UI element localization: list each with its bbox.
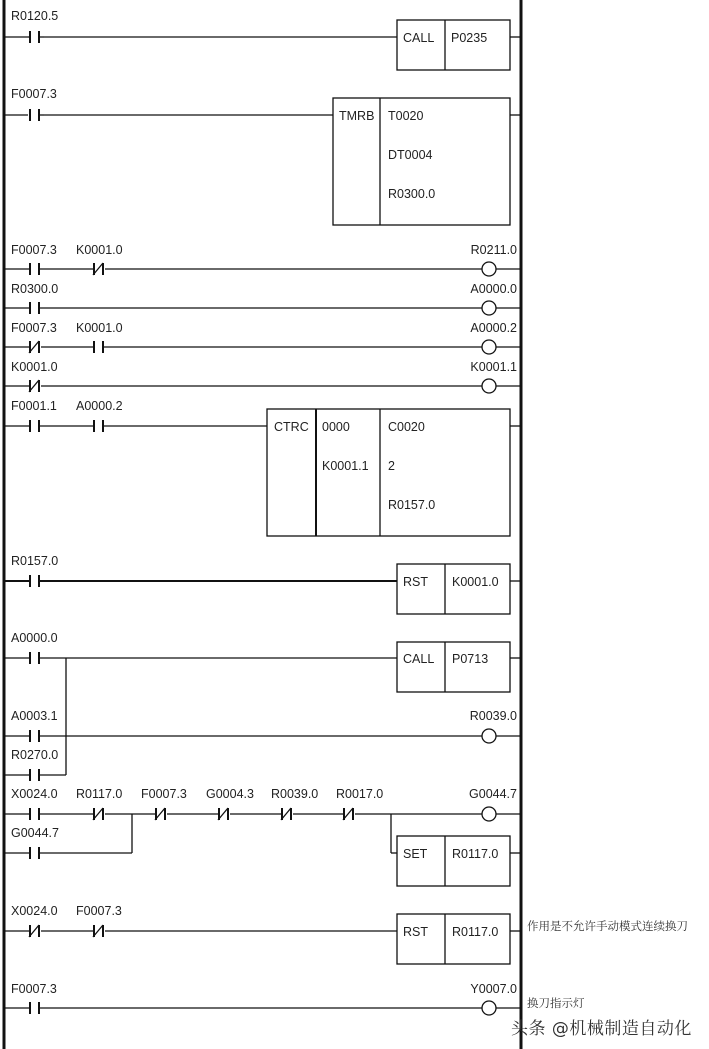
box-arg: DT0004 bbox=[388, 148, 433, 162]
coil-label: K0001.1 bbox=[470, 360, 517, 374]
box-op: CTRC bbox=[274, 420, 309, 434]
contact-label: R0039.0 bbox=[271, 787, 319, 801]
rung-6 bbox=[4, 379, 521, 393]
rst-box bbox=[397, 564, 510, 614]
rung-comment: 换刀指示灯 bbox=[527, 996, 585, 1010]
box-op: CALL bbox=[403, 652, 435, 666]
box-arg: R0117.0 bbox=[452, 847, 499, 861]
contact-label: G0004.3 bbox=[206, 787, 254, 801]
contact-label: G0044.7 bbox=[11, 826, 59, 840]
contact-label: A0000.2 bbox=[76, 399, 123, 413]
coil-icon bbox=[482, 340, 496, 354]
contact-label: F0007.3 bbox=[141, 787, 187, 801]
rst-box bbox=[397, 914, 510, 964]
coil-label: A0000.0 bbox=[470, 282, 517, 296]
rung-2 bbox=[4, 98, 521, 225]
rung-4 bbox=[4, 301, 521, 315]
box-arg: C0020 bbox=[388, 420, 425, 434]
contact-label: K0001.0 bbox=[76, 243, 123, 257]
set-box bbox=[397, 836, 510, 886]
call-box bbox=[397, 20, 510, 70]
contact-label: F0007.3 bbox=[11, 87, 57, 101]
rung-13 bbox=[4, 1001, 521, 1015]
box-op: TMRB bbox=[339, 109, 375, 123]
coil-icon bbox=[482, 807, 496, 821]
box-op: RST bbox=[403, 925, 428, 939]
contact-label: F0001.1 bbox=[11, 399, 57, 413]
contact-label: K0001.0 bbox=[11, 360, 58, 374]
watermark: 头条 @机械制造自动化 bbox=[511, 1019, 692, 1039]
contact-label: F0007.3 bbox=[11, 321, 57, 335]
nc-contact-icon bbox=[93, 263, 105, 275]
coil-icon bbox=[482, 729, 496, 743]
rung-1 bbox=[4, 20, 521, 70]
rung-5 bbox=[4, 340, 521, 354]
box-arg: T0020 bbox=[388, 109, 424, 123]
box-arg: R0300.0 bbox=[388, 187, 436, 201]
rung-12 bbox=[4, 914, 521, 964]
contact-label: A0003.1 bbox=[11, 709, 58, 723]
coil-icon bbox=[482, 1001, 496, 1015]
rung-comment: 作用是不允许手动模式连续换刀 bbox=[527, 919, 688, 933]
rung-9 bbox=[4, 642, 521, 775]
rung-3 bbox=[4, 262, 521, 276]
box-op: CALL bbox=[403, 31, 435, 45]
coil-icon bbox=[482, 379, 496, 393]
rung-8 bbox=[4, 564, 521, 614]
contact-label: X0024.0 bbox=[11, 787, 58, 801]
rung-10 bbox=[4, 729, 521, 781]
coil-label: A0000.2 bbox=[470, 321, 517, 335]
coil-label: R0039.0 bbox=[469, 709, 517, 723]
rung-11 bbox=[4, 807, 521, 886]
box-mid: K0001.1 bbox=[322, 459, 369, 473]
coil-label: R0211.0 bbox=[470, 243, 517, 257]
contact-label: K0001.0 bbox=[76, 321, 123, 335]
box-op: RST bbox=[403, 575, 428, 589]
call-box bbox=[397, 642, 510, 692]
box-arg: 2 bbox=[388, 459, 395, 473]
box-arg: R0157.0 bbox=[388, 498, 436, 512]
box-arg: K0001.0 bbox=[452, 575, 499, 589]
box-arg: P0235 bbox=[451, 31, 488, 45]
contact-label: R0017.0 bbox=[336, 787, 384, 801]
contact-label: X0024.0 bbox=[11, 904, 58, 918]
coil-icon bbox=[482, 301, 496, 315]
box-mid: 0000 bbox=[322, 420, 350, 434]
rung-7 bbox=[4, 409, 521, 536]
contact-label: R0120.5 bbox=[11, 9, 59, 23]
contact-label: R0300.0 bbox=[11, 282, 59, 296]
contact-label: R0157.0 bbox=[11, 554, 59, 568]
contact-label: F0007.3 bbox=[11, 243, 57, 257]
contact-label: R0117.0 bbox=[76, 787, 123, 801]
box-arg: P0713 bbox=[452, 652, 489, 666]
contact-label: F0007.3 bbox=[76, 904, 122, 918]
coil-label: Y0007.0 bbox=[470, 982, 517, 996]
coil-icon bbox=[482, 262, 496, 276]
contact-label: F0007.3 bbox=[11, 982, 57, 996]
coil-label: G0044.7 bbox=[469, 787, 517, 801]
contact-label: A0000.0 bbox=[11, 631, 58, 645]
box-arg: R0117.0 bbox=[452, 925, 499, 939]
box-op: SET bbox=[403, 847, 428, 861]
contact-label: R0270.0 bbox=[11, 748, 59, 762]
